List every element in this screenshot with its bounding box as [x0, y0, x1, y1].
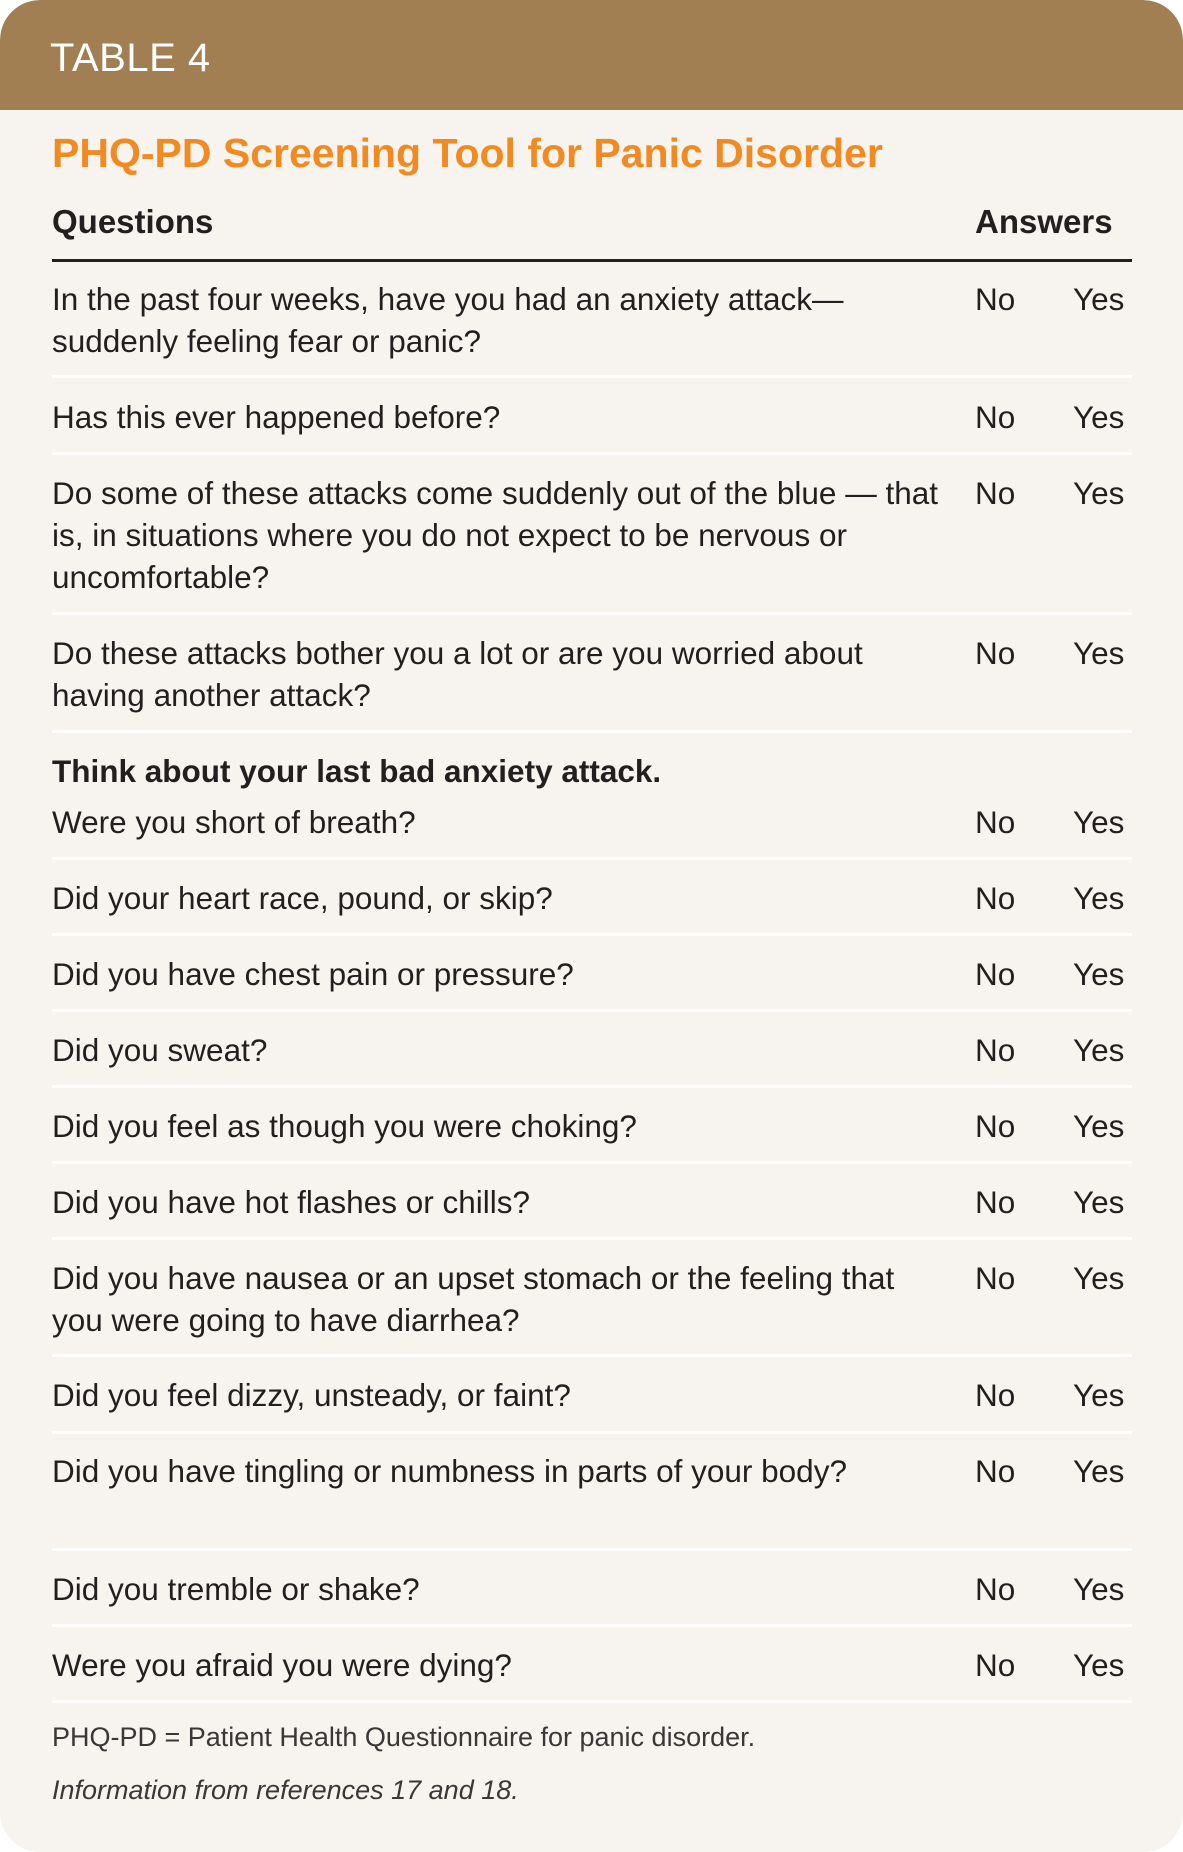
table-label: TABLE 4	[50, 36, 211, 80]
answer-yes: Yes	[1073, 1453, 1125, 1489]
answer-yes: Yes	[1073, 804, 1125, 840]
section-heading: Think about your last bad anxiety attack.	[52, 753, 662, 789]
question-text: Did you have chest pain or pressure?	[52, 956, 574, 992]
row-divider	[52, 1354, 1132, 1357]
row-divider	[52, 612, 1132, 615]
question-text: Did you feel as though you were choking?	[52, 1108, 637, 1144]
row-divider	[52, 1624, 1132, 1627]
answer-no: No	[975, 1108, 1016, 1144]
answer-yes: Yes	[1073, 956, 1125, 992]
row-divider	[52, 857, 1132, 860]
row-divider	[52, 1161, 1132, 1164]
answer-yes: Yes	[1073, 399, 1125, 435]
question-text: Were you afraid you were dying?	[52, 1647, 512, 1683]
answer-no: No	[975, 475, 1016, 511]
question-text: Do some of these attacks come suddenly out of the blue — that is, in situations where you do not expect to be nervous or uncomfortable?	[52, 475, 938, 595]
answer-yes: Yes	[1073, 1647, 1125, 1683]
footnote-abbreviation: PHQ-PD = Patient Health Questionnaire for panic disorder.	[52, 1722, 756, 1752]
question-text: Did your heart race, pound, or skip?	[52, 880, 553, 916]
column-header-questions: Questions	[52, 203, 214, 240]
answer-no: No	[975, 956, 1016, 992]
row-divider	[52, 1700, 1132, 1703]
question-text: Do these attacks bother you a lot or are you worried about having another attack?	[52, 635, 863, 713]
answer-yes: Yes	[1073, 635, 1125, 671]
answer-no: No	[975, 880, 1016, 916]
row-divider	[52, 1009, 1132, 1012]
answer-yes: Yes	[1073, 475, 1125, 511]
row-divider	[52, 375, 1132, 378]
answer-yes: Yes	[1073, 1377, 1125, 1413]
column-header-answers: Answers	[975, 203, 1113, 240]
answer-yes: Yes	[1073, 880, 1125, 916]
answer-yes: Yes	[1073, 1260, 1125, 1296]
question-text: Did you tremble or shake?	[52, 1571, 420, 1607]
answer-yes: Yes	[1073, 1032, 1125, 1068]
answer-no: No	[975, 804, 1016, 840]
answer-no: No	[975, 399, 1016, 435]
row-divider	[52, 1431, 1132, 1434]
answer-yes: Yes	[1073, 281, 1125, 317]
question-text: Did you have tingling or numbness in parts of your body?	[52, 1453, 847, 1489]
answer-no: No	[975, 1260, 1016, 1296]
answer-no: No	[975, 635, 1016, 671]
answer-no: No	[975, 1184, 1016, 1220]
row-divider	[52, 1237, 1132, 1240]
answer-no: No	[975, 1647, 1016, 1683]
footnote-source: Information from references 17 and 18.	[52, 1775, 519, 1805]
question-text: Has this ever happened before?	[52, 399, 501, 435]
table-title: PHQ-PD Screening Tool for Panic Disorder	[52, 130, 883, 176]
row-divider	[52, 933, 1132, 936]
answer-no: No	[975, 1377, 1016, 1413]
row-divider	[52, 730, 1132, 733]
row-divider	[52, 1085, 1132, 1088]
answer-no: No	[975, 1571, 1016, 1607]
question-text: Did you sweat?	[52, 1032, 268, 1068]
table-label-bar	[0, 0, 1183, 110]
question-text: In the past four weeks, have you had an anxiety attack— suddenly feeling fear or panic?	[52, 281, 844, 359]
question-text: Did you feel dizzy, unsteady, or faint?	[52, 1377, 571, 1413]
answer-no: No	[975, 281, 1016, 317]
question-text: Did you have nausea or an upset stomach or the feeling that you were going to have diarrhea?	[52, 1260, 895, 1338]
row-divider	[52, 452, 1132, 455]
answer-yes: Yes	[1073, 1184, 1125, 1220]
answer-no: No	[975, 1453, 1016, 1489]
question-text: Did you have hot flashes or chills?	[52, 1184, 531, 1220]
answer-yes: Yes	[1073, 1571, 1125, 1607]
answer-no: No	[975, 1032, 1016, 1068]
question-text: Were you short of breath?	[52, 804, 416, 840]
header-divider	[52, 259, 1132, 262]
answer-yes: Yes	[1073, 1108, 1125, 1144]
row-divider	[52, 1548, 1132, 1551]
